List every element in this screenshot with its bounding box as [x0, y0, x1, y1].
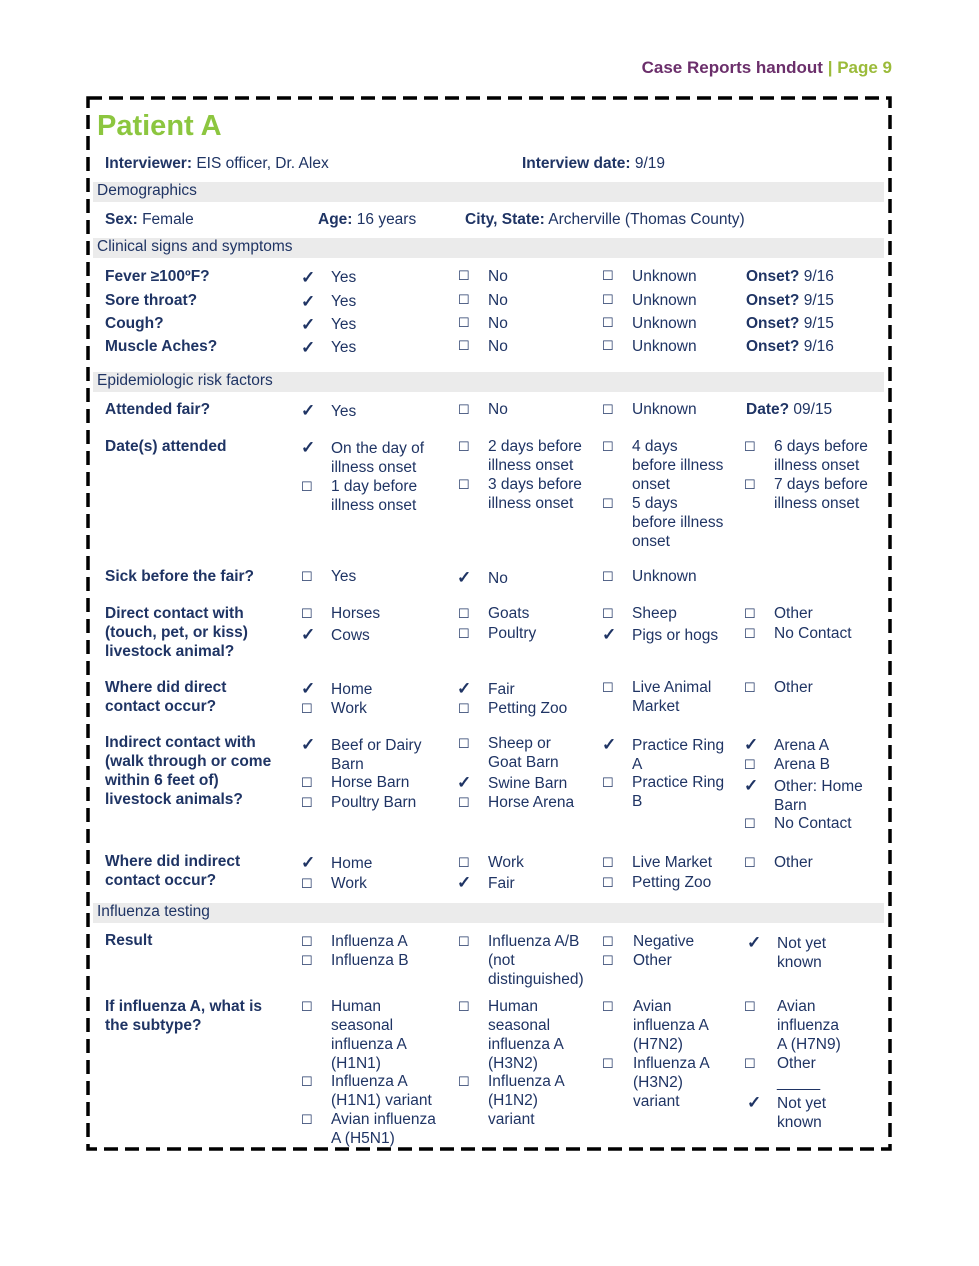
option-work: Work: [488, 854, 524, 871]
header-separator: |: [827, 58, 833, 77]
option-no: No: [488, 268, 508, 285]
option-2-days-before: 2 days before illness onset: [488, 438, 582, 474]
check-icon[interactable]: ✓: [457, 773, 472, 792]
checkbox-icon[interactable]: ☐: [602, 268, 614, 283]
symptom-question: Cough?: [105, 315, 164, 332]
checkbox-icon[interactable]: ☐: [744, 757, 756, 772]
checkbox-icon[interactable]: ☐: [301, 1074, 313, 1089]
option-beef-dairy-barn: Beef or Dairy Barn: [331, 737, 422, 773]
city-label: City, State:: [465, 211, 545, 228]
option-yes: Yes: [331, 316, 357, 333]
option-h1n1-variant: Influenza A (H1N1) variant: [331, 1073, 432, 1109]
option-7-days-before: 7 days before illness onset: [774, 476, 868, 512]
checkbox-icon[interactable]: ☐: [602, 569, 614, 584]
interviewer-label: Interviewer:: [105, 155, 193, 172]
option-yes: Yes: [331, 403, 357, 420]
checkbox-icon[interactable]: ☐: [602, 338, 614, 353]
option-petting-zoo: Petting Zoo: [488, 700, 568, 717]
option-yes: Yes: [331, 293, 357, 310]
checkbox-icon[interactable]: ☐: [744, 1056, 756, 1071]
checkbox-icon[interactable]: ☐: [602, 680, 614, 695]
checkbox-icon[interactable]: ☐: [744, 816, 756, 831]
check-icon[interactable]: ✓: [301, 401, 316, 420]
option-no: No: [488, 338, 508, 355]
sex-field: [105, 210, 194, 229]
option-negative: Negative: [633, 933, 695, 950]
option-horse-arena: Horse Arena: [488, 794, 575, 811]
checkbox-icon[interactable]: ☐: [301, 934, 313, 949]
dates-question: Date(s) attended: [105, 438, 227, 455]
indirect-where-question: Where did indirect contact occur?: [105, 853, 241, 889]
fair-date-label: Date?: [746, 401, 790, 418]
symptom-question: Sore throat?: [105, 292, 198, 309]
check-icon[interactable]: ✓: [301, 268, 316, 287]
option-home: Home: [331, 681, 373, 698]
checkbox-icon[interactable]: ☐: [602, 855, 614, 870]
option-arena-a: Arena A: [774, 737, 830, 754]
option-6-days-before: 6 days before illness onset: [774, 438, 868, 474]
checkbox-icon[interactable]: ☐: [458, 439, 470, 454]
check-icon[interactable]: ✓: [301, 438, 316, 457]
onset-label: Onset?: [746, 292, 800, 309]
checkbox-icon[interactable]: ☐: [458, 477, 470, 492]
option-not-yet-known: Not yet known: [777, 935, 827, 971]
checkbox-icon[interactable]: ☐: [458, 606, 470, 621]
page-header: [642, 58, 892, 78]
section-clinical: Clinical signs and symptoms: [97, 238, 293, 255]
checkbox-icon[interactable]: ☐: [301, 606, 313, 621]
direct-contact-question: Direct contact with (touch, pet, or kiss) livestock animal?: [105, 605, 248, 660]
subtype-question: If influenza A, what is the subtype?: [105, 998, 263, 1034]
city-field: [465, 210, 745, 229]
check-icon[interactable]: ✓: [301, 679, 316, 698]
fair-question: Attended fair?: [105, 401, 211, 418]
option-human-h1n1: Human seasonal influenza A (H1N1): [331, 998, 407, 1072]
option-no: No: [488, 292, 508, 309]
check-icon[interactable]: ✓: [602, 735, 617, 754]
section-band-demographics: [93, 182, 884, 202]
section-epi: Epidemiologic risk factors: [97, 372, 273, 389]
checkbox-icon[interactable]: ☐: [458, 795, 470, 810]
checkbox-icon[interactable]: ☐: [602, 496, 614, 511]
checkbox-icon[interactable]: ☐: [301, 775, 313, 790]
checkbox-icon[interactable]: ☐: [458, 855, 470, 870]
age-value: 16 years: [356, 211, 417, 228]
check-icon[interactable]: ✓: [602, 625, 617, 644]
checkbox-icon[interactable]: ☐: [458, 292, 470, 307]
check-icon[interactable]: ✓: [301, 338, 316, 357]
option-unknown: Unknown: [632, 401, 697, 418]
option-yes: Yes: [331, 568, 357, 585]
checkbox-icon[interactable]: ☐: [301, 999, 313, 1014]
checkbox-icon[interactable]: ☐: [458, 1074, 470, 1089]
onset-value: 9/15: [803, 315, 834, 332]
option-other: Other: [633, 952, 672, 969]
check-icon[interactable]: ✓: [301, 292, 316, 311]
option-unknown: Unknown: [632, 292, 697, 309]
checkbox-icon[interactable]: ☐: [602, 315, 614, 330]
page-number: Page 9: [837, 58, 892, 77]
checkbox-icon[interactable]: ☐: [602, 402, 614, 417]
checkbox-icon[interactable]: ☐: [602, 292, 614, 307]
checkbox-icon[interactable]: ☐: [744, 626, 756, 641]
interviewer-field: [105, 154, 329, 173]
option-arena-b: Arena B: [774, 756, 831, 773]
check-icon[interactable]: ✓: [301, 735, 316, 754]
option-no: No: [488, 401, 508, 418]
check-icon[interactable]: ✓: [457, 568, 472, 587]
symptom-question: Fever ≥100ºF?: [105, 268, 210, 285]
interview-date-label: Interview date:: [522, 155, 631, 172]
checkbox-icon[interactable]: ☐: [744, 855, 756, 870]
document-title: Case Reports handout: [641, 58, 823, 77]
onset-label: Onset?: [746, 315, 800, 332]
checkbox-icon[interactable]: ☐: [458, 701, 470, 716]
sex-label: Sex:: [105, 211, 138, 228]
option-live-animal-market: Live Animal Market: [632, 679, 712, 715]
option-not-yet-known: Not yet known: [777, 1095, 827, 1131]
checkbox-icon[interactable]: ☐: [458, 338, 470, 353]
option-fair: Fair: [488, 875, 515, 892]
checkbox-icon[interactable]: ☐: [602, 1056, 614, 1071]
checkbox-icon[interactable]: ☐: [301, 795, 313, 810]
checkbox-icon[interactable]: ☐: [458, 315, 470, 330]
check-icon[interactable]: ✓: [301, 853, 316, 872]
option-work: Work: [331, 875, 367, 892]
checkbox-icon[interactable]: ☐: [458, 934, 470, 949]
checkbox-icon[interactable]: ☐: [602, 606, 614, 621]
option-yes: Yes: [331, 339, 357, 356]
checkbox-icon[interactable]: ☐: [301, 701, 313, 716]
option-other: Other: [774, 854, 813, 871]
option-work: Work: [331, 700, 367, 717]
checkbox-icon[interactable]: ☐: [458, 736, 470, 751]
option-no: No: [488, 315, 508, 332]
option-home: Home: [331, 855, 373, 872]
interviewer-value: EIS officer, Dr. Alex: [196, 155, 329, 172]
option-sheep: Sheep: [632, 605, 677, 622]
section-influenza: Influenza testing: [97, 903, 210, 920]
onset-field: [746, 314, 834, 333]
option-other: Other: [774, 605, 813, 622]
option-influenza-a: Influenza A: [331, 933, 408, 950]
symptom-question: Muscle Aches?: [105, 338, 218, 355]
age-label: Age:: [318, 211, 353, 228]
check-icon[interactable]: ✓: [301, 315, 316, 334]
option-3-days-before: 3 days before illness onset: [488, 476, 582, 512]
onset-label: Onset?: [746, 268, 800, 285]
option-h3n2-variant: Influenza A (H3N2) variant: [633, 1055, 710, 1110]
option-sheep-goat-barn: Sheep or Goat Barn: [488, 735, 559, 771]
onset-field: [746, 337, 834, 356]
checkbox-icon[interactable]: ☐: [301, 876, 313, 891]
option-practice-ring-b: Practice Ring B: [632, 774, 725, 810]
checkbox-icon[interactable]: ☐: [602, 439, 614, 454]
direct-where-question: Where did direct contact occur?: [105, 679, 227, 715]
checkbox-icon[interactable]: ☐: [301, 953, 313, 968]
checkbox-icon[interactable]: ☐: [744, 680, 756, 695]
option-avian-h5n1: Avian influenza A (H5N1): [331, 1111, 436, 1147]
checkbox-icon[interactable]: ☐: [301, 1112, 313, 1127]
fair-date-value: 09/15: [793, 401, 833, 418]
option-4-days-before: 4 days before illness onset: [632, 438, 724, 493]
onset-field: [746, 267, 834, 286]
option-horse-barn: Horse Barn: [331, 774, 410, 791]
checkbox-icon[interactable]: ☐: [602, 934, 614, 949]
option-influenza-b: Influenza B: [331, 952, 409, 969]
check-icon[interactable]: ✓: [457, 873, 472, 892]
option-5-days-before: 5 days before illness onset: [632, 495, 724, 550]
sex-value: Female: [142, 211, 194, 228]
patient-title: Patient A: [97, 110, 222, 142]
option-unknown: Unknown: [632, 315, 697, 332]
checkbox-icon[interactable]: ☐: [744, 439, 756, 454]
option-unknown: Unknown: [632, 568, 697, 585]
option-no-contact: No Contact: [774, 815, 852, 832]
section-demographics: Demographics: [97, 182, 197, 199]
checkbox-icon[interactable]: ☐: [744, 606, 756, 621]
check-icon[interactable]: ✓: [301, 625, 316, 644]
option-poultry-barn: Poultry Barn: [331, 794, 417, 811]
checkbox-icon[interactable]: ☐: [301, 479, 313, 494]
check-icon[interactable]: ✓: [457, 679, 472, 698]
onset-label: Onset?: [746, 338, 800, 355]
check-icon[interactable]: ✓: [744, 776, 759, 795]
option-other: Other: [774, 679, 813, 696]
indirect-contact-question: Indirect contact with (walk through or come within 6 feet of) livestock animals?: [105, 734, 272, 808]
checkbox-icon[interactable]: ☐: [458, 626, 470, 641]
onset-value: 9/15: [803, 292, 834, 309]
option-pigs: Pigs or hogs: [632, 627, 719, 644]
checkbox-icon[interactable]: ☐: [744, 999, 756, 1014]
option-other-home-barn: Other: Home Barn: [774, 778, 863, 814]
option-poultry: Poultry: [488, 625, 537, 642]
checkbox-icon[interactable]: ☐: [458, 268, 470, 283]
section-band-influenza: [93, 903, 884, 923]
checkbox-icon[interactable]: ☐: [602, 953, 614, 968]
option-no-contact: No Contact: [774, 625, 852, 642]
option-h1n2-variant: Influenza A (H1N2) variant: [488, 1073, 565, 1128]
check-icon[interactable]: ✓: [744, 735, 759, 754]
option-other-blank: Other _____: [777, 1055, 821, 1091]
option-day-of: On the day of illness onset: [331, 440, 425, 476]
onset-value: 9/16: [803, 268, 834, 285]
checkbox-icon[interactable]: ☐: [301, 569, 313, 584]
onset-field: [746, 291, 834, 310]
option-no: No: [488, 570, 508, 587]
checkbox-icon[interactable]: ☐: [458, 999, 470, 1014]
fair-date-field: [746, 400, 832, 419]
option-influenza-ab: Influenza A/B (not distinguished): [488, 933, 584, 988]
interview-date-value: 9/19: [634, 155, 666, 172]
sick-question: Sick before the fair?: [105, 568, 255, 585]
option-yes: Yes: [331, 269, 357, 286]
option-practice-ring-a: Practice Ring A: [632, 737, 725, 773]
checkbox-icon[interactable]: ☐: [458, 402, 470, 417]
city-value: Archerville (Thomas County): [548, 211, 745, 228]
interview-date-field: [522, 154, 665, 173]
checkbox-icon[interactable]: ☐: [602, 999, 614, 1014]
result-question: Result: [105, 932, 153, 949]
option-avian-h7n2: Avian influenza A (H7N2): [633, 998, 709, 1053]
option-fair: Fair: [488, 681, 515, 698]
check-icon[interactable]: ✓: [747, 933, 762, 952]
option-swine-barn: Swine Barn: [488, 775, 568, 792]
checkbox-icon[interactable]: ☐: [602, 875, 614, 890]
age-field: [318, 210, 416, 229]
checkbox-icon[interactable]: ☐: [602, 775, 614, 790]
onset-value: 9/16: [803, 338, 834, 355]
option-cows: Cows: [331, 627, 370, 644]
check-icon[interactable]: ✓: [747, 1093, 762, 1112]
option-unknown: Unknown: [632, 338, 697, 355]
option-1-day-before: 1 day before illness onset: [331, 478, 418, 514]
option-avian-h7n9: Avian influenza A (H7N9): [777, 998, 841, 1053]
checkbox-icon[interactable]: ☐: [744, 477, 756, 492]
option-petting-zoo: Petting Zoo: [632, 874, 712, 891]
option-live-market: Live Market: [632, 854, 713, 871]
option-unknown: Unknown: [632, 268, 697, 285]
option-goats: Goats: [488, 605, 530, 622]
option-human-h3n2: Human seasonal influenza A (H3N2): [488, 998, 564, 1072]
option-horses: Horses: [331, 605, 381, 622]
